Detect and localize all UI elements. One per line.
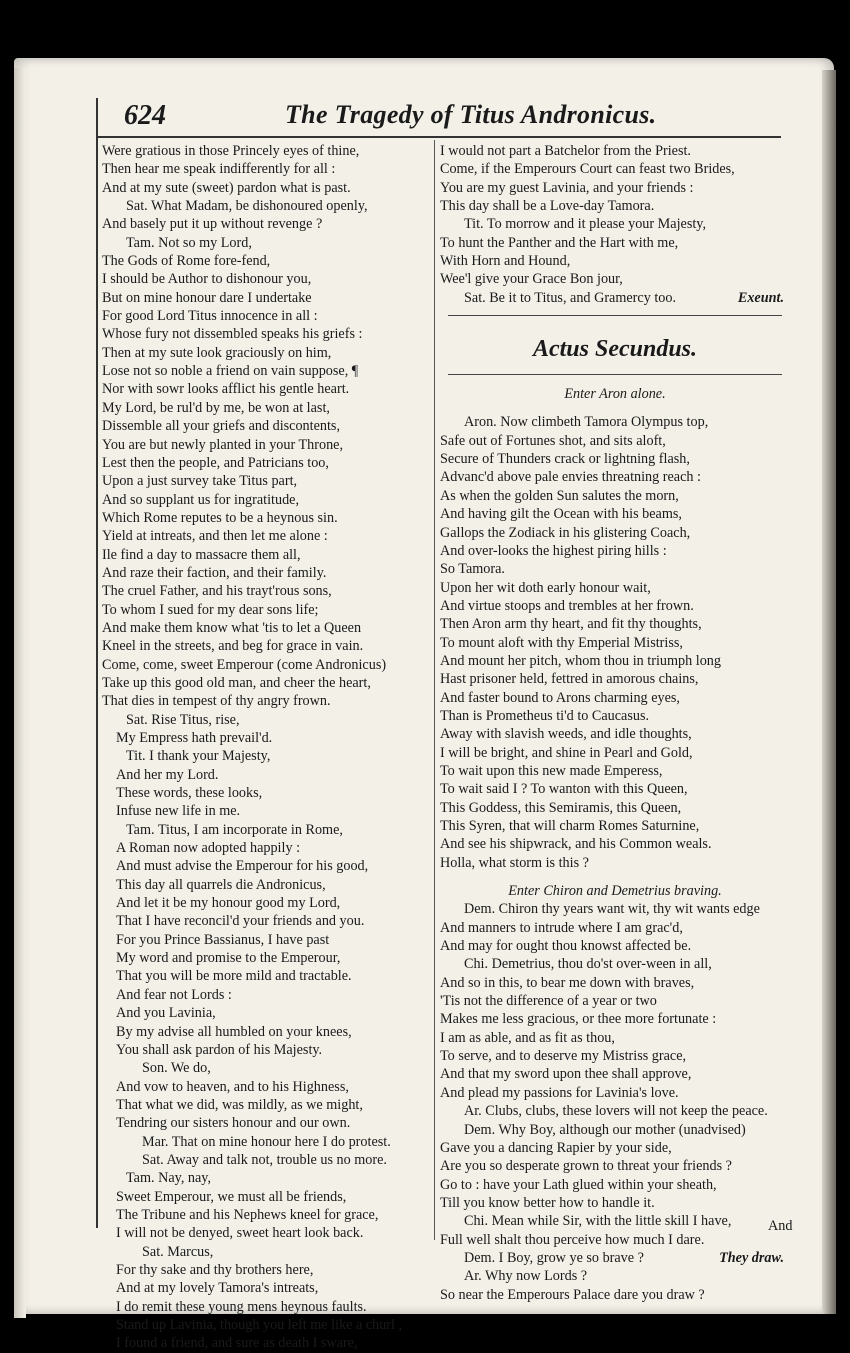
page-gutter [14,68,26,1318]
verse-line: With Horn and Hound, [440,253,571,270]
entrance-direction-2: Enter Chiron and Demetrius braving. [508,883,722,900]
verse-line: My Empress hath prevail'd. [116,730,273,746]
verse-line: And make them know what 'tis to let a Queen [102,619,362,636]
verse-line: These words, these looks, [116,785,263,802]
verse-line: Infuse new life in me. [116,803,241,820]
verse-line: And vow to heaven, and to his Highness, [116,1078,349,1095]
verse-line: And basely put it up without revenge ? [102,216,323,233]
verse-line: I would not part a Batchelor from the Priest. [440,143,691,159]
verse-line: The Tribune and his Nephews kneel for grace, [116,1206,379,1223]
verse-line: Gave you a dancing Rapier by your side, [440,1139,672,1156]
header-rule [96,136,781,138]
verse-line: Were gratious in those Princely eyes of thine, [102,143,360,159]
verse-line: That I have reconcil'd your friends and you. [116,913,365,930]
verse-line: And that my sword upon thee shall approve, [440,1066,692,1083]
verse-line: To mount aloft with thy Emperial Mistriss, [440,634,683,651]
verse-line: So Tamora. [440,561,505,578]
verse-line: Gallops the Zodiack in his glistering Coach, [440,524,691,541]
verse-line: Mar. That on mine honour here I do protest. [142,1133,391,1150]
verse-line: Then Aron arm thy heart, and fit thy thoughts, [440,616,702,633]
verse-line: Dem. Chiron thy years want wit, thy wit wants edge [464,901,760,918]
verse-line: To wait said I ? To wanton with this Queen, [440,781,688,798]
right-text-column [440,142,793,1303]
verse-line: Whose fury not dissembled speaks his griefs : [102,326,363,343]
entrance-direction: Enter Aron alone. [564,386,666,403]
verse-line: Tam. Not so my Lord, [126,234,252,251]
verse-line: Wee'l give your Grace Bon jour, [440,271,623,288]
verse-line: A Roman now adopted happily : [116,840,301,857]
verse-line: This Goddess, this Semiramis, this Queen, [440,799,682,816]
verse-line: That dies in tempest of thy angry frown. [102,693,331,710]
verse-line: Than is Prometheus ti'd to Caucasus. [440,707,650,724]
verse-line: And at my sute (sweet) pardon what is past. [102,179,351,196]
verse-line: You are but newly planted in your Throne, [102,436,344,453]
verse-line: My Lord, be rul'd by me, be won at last, [102,399,330,416]
verse-line: But on mine honour dare I undertake [102,289,312,306]
running-title: The Tragedy of Titus Andronicus. [285,100,657,129]
verse-line: Full well shalt thou perceive how much I dare. [440,1231,705,1248]
verse-line: Take up this good old man, and cheer the heart, [102,674,371,691]
verse-line: This day all quarrels die Andronicus, [116,876,326,893]
verse-line: And let it be my honour good my Lord, [116,895,341,912]
verse-line: Then at my sute look graciously on him, [102,344,332,361]
verse-line: Come, come, sweet Emperour (come Andronicus) [102,656,387,673]
verse-line: And virtue stoops and trembles at her frown. [440,597,694,614]
verse-line: And faster bound to Arons charming eyes, [440,689,680,706]
verse-line: Dem. Why Boy, although our mother (unadvised) [464,1121,746,1138]
verse-line: Kneel in the streets, and beg for grace in vain. [102,638,364,655]
verse-line: Come, if the Emperours Court can feast two Brides, [440,161,735,178]
verse-line: I will not be denyed, sweet heart look back. [116,1225,364,1242]
verse-line: Safe out of Fortunes shot, and sits aloft, [440,432,666,449]
verse-line: And plead my passions for Lavinia's love. [440,1084,679,1101]
verse-line: Sweet Emperour, we must all be friends, [116,1188,347,1205]
verse-line: Dissemble all your griefs and discontents, [102,418,340,435]
verse-line: By my advise all humbled on your knees, [116,1023,352,1040]
verse-line: So near the Emperours Palace dare you draw ? [440,1286,705,1303]
left-margin-rule [96,98,98,1228]
verse-line: Tit. To morrow and it please your Majesty, [464,216,707,233]
verse-line: Tam. Nay, nay, [126,1170,212,1187]
verse-line: Holla, what storm is this ? [440,854,589,871]
verse-line: And manners to intrude where I am grac'd, [440,919,683,936]
verse-line: And you Lavinia, [116,1005,216,1022]
verse-line: Lose not so noble a friend on vain suppose, ¶ [102,363,359,380]
verse-line: Sat. What Madam, be dishonoured openly, [126,198,368,215]
verse-line: I do remit these young mens heynous faults. [116,1298,367,1315]
verse-line: The Gods of Rome fore-fend, [102,253,271,270]
verse-line: Ile find a day to massacre them all, [102,546,301,563]
verse-line: I should be Author to dishonour you, [102,271,312,288]
verse-line: 'Tis not the difference of a year or two [440,993,657,1010]
verse-line: And so in this, to bear me down with braves, [440,974,695,991]
verse-line: Dem. I Boy, grow ye so brave ? [464,1249,644,1266]
verse-line: That you will be more mild and tractable. [116,968,352,985]
verse-line: This Syren, that will charm Romes Saturnine, [440,818,700,834]
verse-line: Lest then the people, and Patricians too, [102,454,329,471]
verse-line: And having gilt the Ocean with his beams, [440,506,682,523]
verse-line: Sat. Rise Titus, rise, [126,711,240,728]
verse-line: And must advise the Emperour for his good, [116,858,369,875]
verse-line: That what we did, was mildly, as we might, [116,1096,363,1113]
verse-line: To wait upon this new made Emperess, [440,762,663,779]
verse-line: Aron. Now climbeth Tamora Olympus top, [464,414,709,431]
act-separator-top [448,315,782,316]
verse-line: And may for ought thou knowst affected be. [440,938,692,955]
verse-line: And raze their faction, and their family. [102,564,327,581]
verse-line: Then hear me speak indifferently for all : [102,161,336,178]
verse-line: And mount her pitch, whom thou in triumph long [440,652,721,669]
column-divider [434,140,435,1240]
verse-line: And at my lovely Tamora's intreats, [116,1280,319,1297]
verse-line: You shall ask pardon of his Majesty. [116,1041,323,1058]
verse-line: And her my Lord. [116,766,219,783]
page-edge-shadow [822,70,836,1314]
act-heading: Actus Secundus. [532,336,698,363]
verse-line: Upon a just survey take Titus part, [102,473,298,490]
verse-line: Chi. Demetrius, thou do'st over-ween in all, [464,956,712,973]
verse-line: Sat. Marcus, [142,1243,214,1260]
verse-line: I found a friend, and sure as death I sware, [116,1335,358,1352]
verse-line: Tam. Titus, I am incorporate in Rome, [126,821,343,838]
verse-line: Yield at intreats, and then let me alone : [102,528,328,545]
verse-line: And over-looks the highest piring hills : [440,542,667,559]
exit-stage-direction: Exeunt. [737,289,784,306]
verse-line: And fear not Lords : [116,986,232,1003]
verse-line: To hunt the Panther and the Hart with me, [440,234,679,251]
verse-line: Tit. I thank your Majesty, [126,748,271,765]
verse-line: You are my guest Lavinia, and your friends : [440,179,694,196]
verse-line: Tendring our sisters honour and our own. [116,1115,351,1132]
verse-line: This day shall be a Love-day Tamora. [440,198,655,215]
catchword: And [768,1218,793,1234]
verse-line: And see his shipwrack, and his Common weals. [440,836,712,853]
verse-line: Upon her wit doth early honour wait, [440,579,651,596]
page-number: 624 [124,100,166,131]
verse-line: My word and promise to the Emperour, [116,950,341,967]
verse-line: I will be bright, and shine in Pearl and Gold, [440,744,693,761]
verse-line: For you Prince Bassianus, I have past [116,931,330,948]
verse-line: For good Lord Titus innocence in all : [102,308,318,325]
verse-line: Makes me less gracious, or thee more fortunate : [440,1011,717,1028]
verse-line: Chi. Mean while Sir, with the little skill I have, [464,1213,732,1230]
verse-line: Advanc'd above pale envies threatning reach : [440,469,701,486]
verse-line: Son. We do, [142,1060,211,1077]
verse-line: To serve, and to deserve my Mistriss grace, [440,1048,687,1065]
verse-line: To whom I sued for my dear sons life; [102,601,319,618]
verse-line: Till you know better how to handle it. [440,1194,655,1211]
verse-line: For thy sake and thy brothers here, [116,1261,314,1278]
draw-stage-direction: They draw. [719,1249,784,1266]
verse-line: The cruel Father, and his trayt'rous sons, [102,583,332,600]
verse-line: And so supplant us for ingratitude, [102,491,300,508]
verse-line: Away with slavish weeds, and idle thoughts, [440,726,692,743]
verse-line: Secure of Thunders crack or lightning flash, [440,451,690,468]
verse-line: Go to : have your Lath glued within your sheath, [440,1176,717,1193]
left-text-column [102,142,430,1353]
verse-line: As when the golden Sun salutes the morn, [440,487,679,504]
verse-line: Hast prisoner held, fettred in amorous chains, [440,671,699,688]
verse-line: I am as able, and as fit as thou, [440,1029,615,1046]
verse-line: Ar. Why now Lords ? [464,1268,588,1285]
verse-line: Ar. Clubs, clubs, these lovers will not keep the peace. [464,1103,768,1120]
verse-line: Are you so desperate grown to threat your friends ? [440,1158,732,1175]
verse-line: Nor with sowr looks afflict his gentle heart. [102,381,350,398]
verse-line: Sat. Away and talk not, trouble us no more. [142,1151,387,1168]
verse-line: Stand up Lavinia, though you left me like a churl , [116,1317,403,1333]
verse-line: Sat. Be it to Titus, and Gramercy too. [464,289,677,306]
verse-line: Which Rome reputes to be a heynous sin. [102,509,338,526]
